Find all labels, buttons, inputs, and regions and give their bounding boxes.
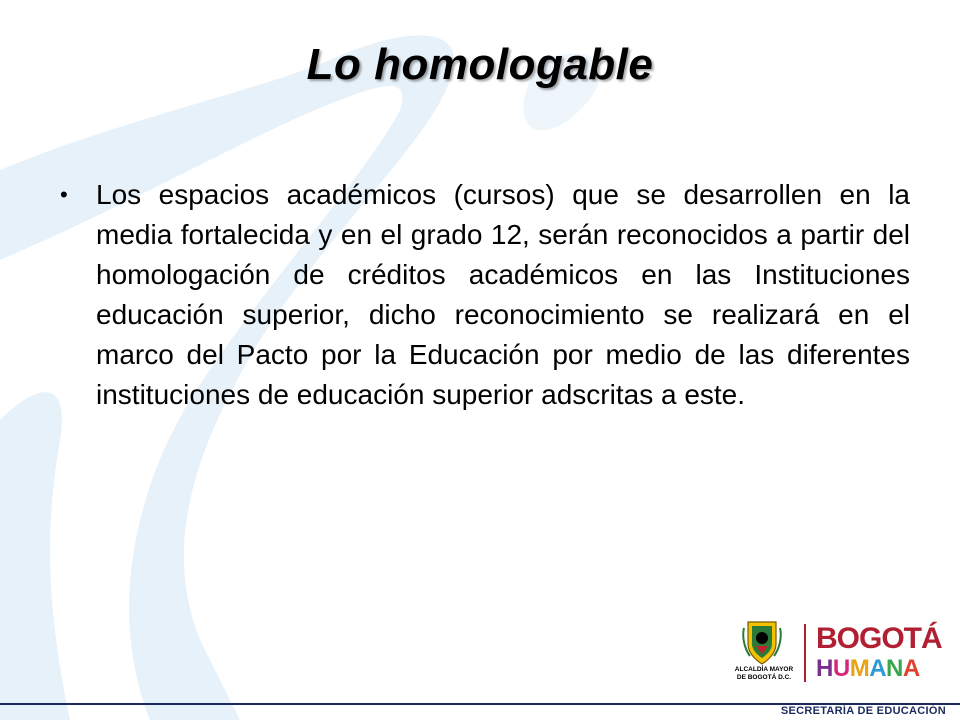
footer-label: SECRETARÍA DE EDUCACIÓN: [780, 705, 946, 717]
humana-letter: M: [849, 655, 870, 682]
bullet-list: [60, 175, 910, 415]
alcaldia-line1: ALCALDÍA MAYOR: [734, 666, 794, 673]
humana-letter: N: [886, 655, 903, 682]
humana-letters: [816, 656, 920, 682]
bogota-wordmark: BOGOTÁ: [816, 622, 942, 655]
bullet-item: [60, 175, 910, 415]
humana-letter: U: [832, 655, 850, 682]
institution-logos: [732, 618, 942, 688]
humana-letter: A: [869, 655, 887, 682]
logo-divider: [804, 624, 806, 682]
humana-letter: A: [902, 655, 920, 682]
humana-wordmark: [816, 656, 920, 682]
coat-of-arms-icon: [740, 618, 784, 666]
humana-letter: H: [816, 655, 833, 682]
alcaldia-logo: [732, 618, 792, 686]
alcaldia-line2: DE BOGOTÁ D.C.: [736, 674, 792, 681]
bullet-text: Los espacios académicos (cursos) que se desarrollen en la media fortalecida y en el grado 12, serán reconocidos a partir del homologación de créditos académicos en las Instituciones educación superior, dicho reconocimiento se realizará en el marco del Pacto por la Educación por medio de las diferentes instituciones de educación superior adscritas a este.: [96, 179, 910, 410]
slide-title: Lo homologable: [306, 40, 654, 89]
bullet-icon: •: [60, 182, 68, 207]
